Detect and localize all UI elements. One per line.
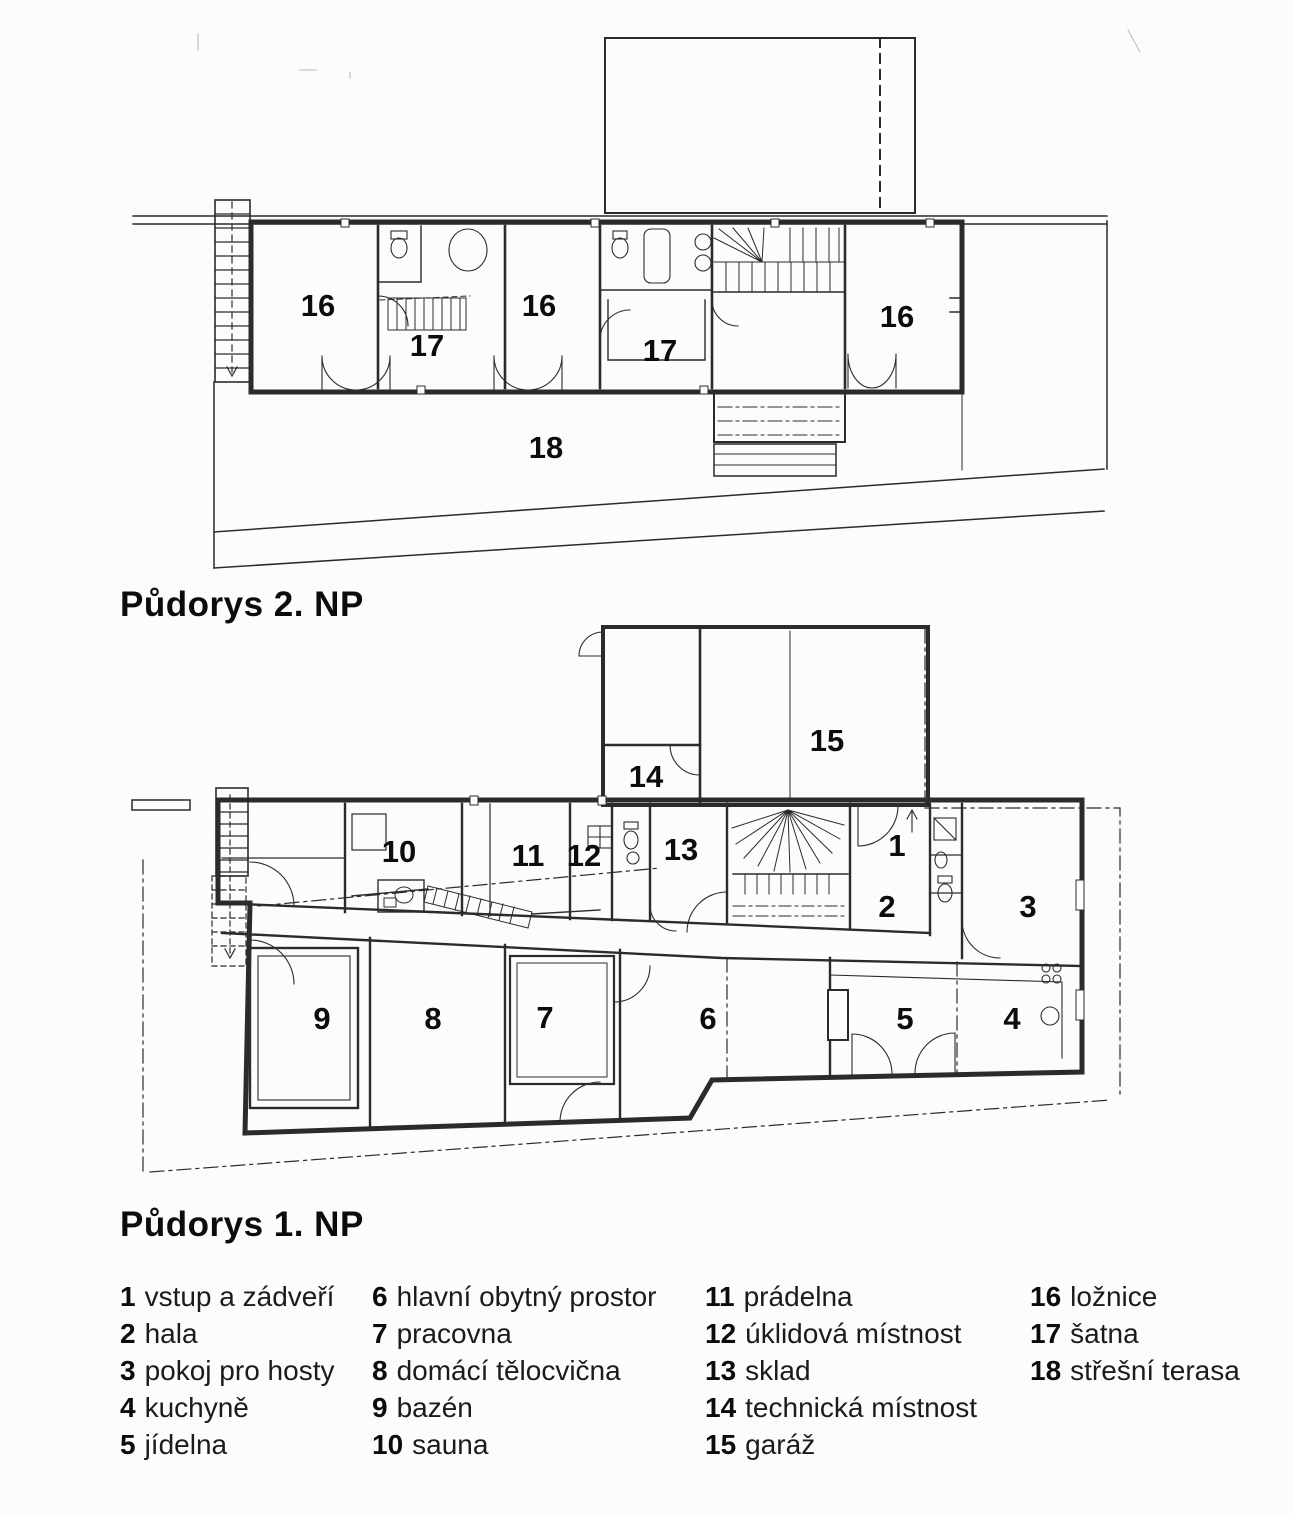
legend-item [372, 1389, 657, 1426]
room-label-np1-7: 7 [536, 1000, 554, 1036]
band-outer-wall-2np [251, 222, 962, 392]
room-label-np2-16-left: 16 [300, 288, 336, 324]
plan-title-np1: Půdorys 1. NP [120, 1205, 364, 1244]
legend-item-label: bazén [396, 1392, 473, 1423]
legend-item-label: pracovna [396, 1318, 512, 1349]
legend-item-number: 12 [705, 1318, 737, 1349]
legend-item-label: hala [144, 1318, 198, 1349]
room-label-np2-17-right: 17 [642, 333, 678, 369]
room-label-np1-11: 11 [511, 838, 545, 874]
floor-plan-1np-drawing [132, 627, 1120, 1172]
room-label-np1-4: 4 [1003, 1001, 1021, 1037]
legend-item-number: 5 [120, 1429, 136, 1460]
legend-item [1030, 1315, 1240, 1352]
room-label-np1-14: 14 [628, 759, 664, 795]
floor-plan-2np-drawing [133, 30, 1140, 568]
legend-item [120, 1315, 334, 1352]
kitchen-fittings [830, 964, 1062, 1058]
bathroom-fixtures-2np [391, 229, 711, 283]
study-inner-box [510, 956, 614, 1084]
legend-item [372, 1278, 657, 1315]
legend-item [120, 1352, 334, 1389]
room-label-np1-8: 8 [424, 1001, 442, 1037]
legend-item-number: 7 [372, 1318, 388, 1349]
legend-item [1030, 1352, 1240, 1389]
door-arcs-2np [322, 296, 896, 390]
external-stair-2np [215, 200, 250, 382]
legend-item-label: prádelna [743, 1281, 853, 1312]
legend-item-label: pokoj pro hosty [144, 1355, 335, 1386]
legend-item-number: 11 [705, 1281, 735, 1312]
legend-item-number: 6 [372, 1281, 388, 1312]
legend-item [120, 1426, 334, 1463]
room-label-np1-10: 10 [381, 834, 417, 870]
legend-item-label: kuchyně [144, 1392, 249, 1423]
legend-column-4 [1030, 1278, 1240, 1389]
legend-item-label: hlavní obytný prostor [396, 1281, 657, 1312]
legend-item [705, 1426, 977, 1463]
legend-item [705, 1352, 977, 1389]
legend-item [372, 1315, 657, 1352]
room-label-np1-1: 1 [888, 828, 906, 864]
legend-item-label: jídelna [144, 1429, 228, 1460]
room-label-np1-2: 2 [878, 889, 896, 925]
room-label-np1-9: 9 [313, 1001, 331, 1037]
legend-item-number: 16 [1030, 1281, 1062, 1312]
room-label-np2-16-right: 16 [879, 299, 915, 335]
legend-item [120, 1389, 334, 1426]
legend-item [372, 1426, 657, 1463]
legend-item [705, 1389, 977, 1426]
legend-item-number: 1 [120, 1281, 136, 1312]
legend-item [1030, 1278, 1240, 1315]
chimney-pier [828, 990, 848, 1040]
legend-item-number: 10 [372, 1429, 404, 1460]
legend-item-label: technická místnost [745, 1392, 978, 1423]
diagonal-stair-1np [352, 880, 600, 928]
room-label-np1-15: 15 [809, 723, 845, 759]
external-stair-1np [132, 788, 248, 966]
legend-item-label: sauna [412, 1429, 489, 1460]
room-label-np1-5: 5 [896, 1001, 914, 1037]
legend-item [120, 1278, 334, 1315]
room-label-np1-12: 12 [566, 838, 602, 874]
legend-item-number: 14 [705, 1392, 737, 1423]
closet-stair-2np [380, 296, 470, 330]
legend-item-number: 13 [705, 1355, 737, 1386]
stair-1np [732, 810, 848, 916]
legend-item [705, 1278, 977, 1315]
legend-item-label: garáž [745, 1429, 816, 1460]
legend-item-number: 18 [1030, 1355, 1062, 1386]
room-label-np2-17-left: 17 [409, 328, 445, 364]
room-label-np1-13: 13 [663, 832, 699, 868]
legend-item-label: šatna [1070, 1318, 1139, 1349]
legend-item-label: ložnice [1070, 1281, 1158, 1312]
legend-item-number: 8 [372, 1355, 388, 1386]
legend-item-number: 9 [372, 1392, 388, 1423]
stair-2np [714, 228, 845, 292]
pool-basin [250, 948, 358, 1108]
legend-item-number: 4 [120, 1392, 136, 1423]
room-label-np2-16-middle: 16 [521, 288, 557, 324]
legend-item-label: domácí tělocvična [396, 1355, 621, 1386]
room-label-np1-3: 3 [1019, 889, 1037, 925]
legend-item-number: 3 [120, 1355, 136, 1386]
stair-void-2np [714, 392, 845, 476]
upper-partitions-1np [345, 804, 962, 958]
room-label-np1-6: 6 [699, 1001, 717, 1037]
legend-item-label: sklad [745, 1355, 811, 1386]
property-dashdot-lines [143, 629, 1120, 1172]
legend-column-2 [372, 1278, 657, 1463]
legend-item-number: 17 [1030, 1318, 1062, 1349]
legend-column-3 [705, 1278, 977, 1463]
partitions-2np [378, 226, 845, 388]
legend-column-1 [120, 1278, 334, 1463]
legend-item-number: 2 [120, 1318, 136, 1349]
legend-item-label: vstup a zádveří [144, 1281, 335, 1312]
legend-item [372, 1352, 657, 1389]
legend-item-number: 15 [705, 1429, 737, 1460]
legend-item [705, 1315, 977, 1352]
legend-item-label: střešní terasa [1070, 1355, 1240, 1386]
legend-item-label: úklidová místnost [745, 1318, 962, 1349]
upper-volume-outline [605, 38, 915, 213]
plan-title-np2: Půdorys 2. NP [120, 585, 364, 624]
room-label-np2-18: 18 [528, 430, 564, 466]
